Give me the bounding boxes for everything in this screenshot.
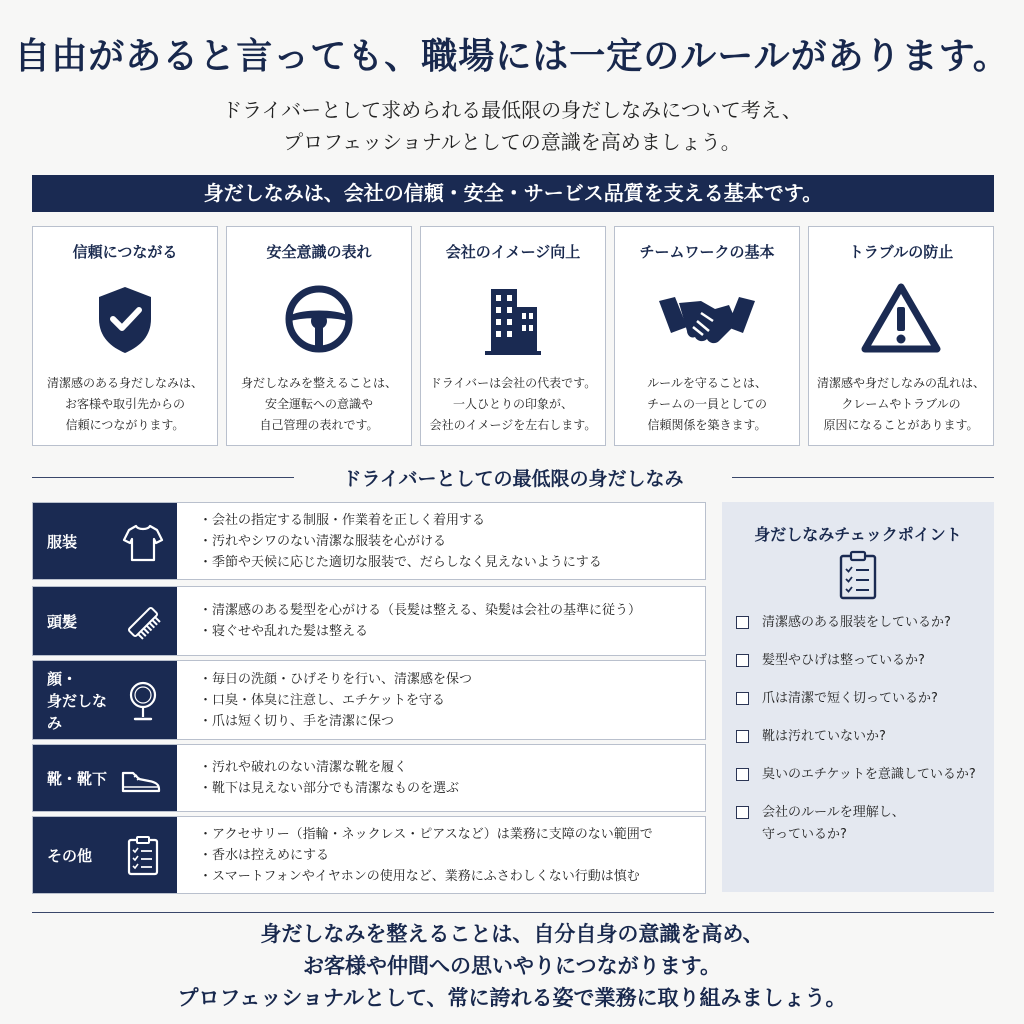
rule-item: ・スマートフォンやイヤホンの使用など、業務にふさわしくない行動は慎む bbox=[199, 868, 640, 884]
card-text-line: 自己管理の表れです。 bbox=[259, 418, 379, 432]
warning-icon bbox=[861, 279, 941, 359]
banner: 身だしなみは、会社の信頼・安全・サービス品質を支える基本です。 bbox=[32, 175, 994, 212]
handshake-icon bbox=[657, 279, 757, 359]
reason-card-teamwork bbox=[614, 226, 800, 446]
rule-item: ・清潔感のある髪型を心がける（長髪は整える、染髪は会社の基準に従う） bbox=[199, 603, 642, 618]
card-text-line: チームの一員としての bbox=[646, 397, 767, 411]
closing-message bbox=[0, 918, 1024, 1014]
clipboard-icon bbox=[121, 834, 165, 878]
checklist-title: 身だしなみチェックポイント bbox=[754, 525, 962, 544]
rule-item: ・会社の指定する制服・作業着を正しく着用する bbox=[199, 512, 486, 528]
card-title: 信頼につながる bbox=[72, 243, 178, 261]
subtitle bbox=[0, 94, 1024, 158]
closing-line-3: プロフェッショナルとして、常に誇れる姿で業務に取り組みましょう。 bbox=[177, 985, 847, 1010]
shield-check-icon bbox=[85, 279, 165, 359]
steering-wheel-icon bbox=[279, 279, 359, 359]
rule-row-hair bbox=[32, 586, 706, 656]
shoe-icon bbox=[117, 757, 165, 801]
reason-card-safety bbox=[226, 226, 412, 446]
rule-item: ・香水は控えめにする bbox=[199, 847, 330, 863]
rule-category bbox=[33, 745, 177, 811]
checklist-item-label: 靴は汚れていないか? bbox=[762, 729, 886, 744]
checklist-item-label: 爪は清潔で短く切っているか? bbox=[762, 691, 938, 706]
checkbox[interactable] bbox=[736, 654, 749, 667]
rule-item: ・爪は短く切り、手を清潔に保つ bbox=[199, 713, 395, 729]
mirror-icon bbox=[121, 679, 165, 723]
reason-card-trouble bbox=[808, 226, 994, 446]
rule-item: ・アクセサリー（指輪・ネックレス・ピアスなど）は業務に支障のない範囲で bbox=[199, 826, 653, 842]
checkbox[interactable] bbox=[736, 806, 749, 819]
subtitle-line-2: プロフェッショナルとしての意識を高めましょう。 bbox=[283, 130, 741, 154]
card-text-line: 一人ひとりの印象が、 bbox=[452, 397, 573, 411]
card-title: チームワークの基本 bbox=[639, 243, 775, 261]
checklist-item-label: 会社のルールを理解し、 守っているか? bbox=[762, 805, 905, 842]
comb-icon bbox=[121, 600, 165, 644]
rule-category bbox=[33, 661, 177, 739]
card-text-line: 会社のイメージを左右します。 bbox=[429, 418, 597, 432]
checklist-panel bbox=[722, 502, 994, 892]
rule-items bbox=[177, 817, 653, 893]
rule-items bbox=[177, 587, 641, 655]
card-text-line: 身だしなみを整えることは、 bbox=[240, 376, 397, 390]
rule-category-label: 顔・ 身だしな み bbox=[47, 670, 108, 732]
rule-items bbox=[177, 745, 459, 811]
rule-items bbox=[177, 661, 472, 739]
card-text-line: 信頼関係を築きます。 bbox=[647, 418, 767, 432]
rule-category-label: 靴・靴下 bbox=[47, 770, 108, 788]
rule-category-label: その他 bbox=[47, 847, 93, 865]
closing-line-2: お客様や仲間への思いやりにつながります。 bbox=[303, 953, 721, 978]
rule-item: ・汚れや破れのない清潔な靴を履く bbox=[199, 760, 408, 775]
rule-category-label: 服装 bbox=[47, 533, 78, 551]
rule-row-face bbox=[32, 660, 706, 740]
card-text-line: ドライバーは会社の代表です。 bbox=[429, 376, 597, 390]
card-text-line: 原因になることがあります。 bbox=[823, 418, 979, 432]
rule-item: ・靴下は見えない部分でも清潔なものを選ぶ bbox=[199, 781, 460, 796]
rule-category-label: 頭髪 bbox=[47, 613, 78, 631]
rule-category bbox=[33, 587, 177, 655]
card-text-line: お客様や取引先からの bbox=[64, 397, 185, 411]
card-text-line: 安全運転への意識や bbox=[264, 397, 373, 411]
card-title: 会社のイメージ向上 bbox=[445, 243, 581, 261]
closing-line-1: 身だしなみを整えることは、自分自身の意識を高め、 bbox=[260, 921, 764, 946]
reason-cards bbox=[32, 226, 994, 446]
card-title: トラブルの防止 bbox=[848, 243, 954, 261]
rule-row-shoes bbox=[32, 744, 706, 812]
rule-category bbox=[33, 503, 177, 579]
checkbox[interactable] bbox=[736, 692, 749, 705]
card-text-line: ルールを守ることは、 bbox=[647, 376, 767, 390]
card-text-line: クレームやトラブルの bbox=[841, 397, 961, 411]
page-title: 自由があると言っても、職場には一定のルールがあります。 bbox=[14, 35, 1010, 77]
shirt-icon bbox=[121, 520, 165, 564]
card-text-line: 清潔感のある身だしなみは、 bbox=[46, 376, 203, 390]
rule-item: ・口臭・体臭に注意し、エチケットを守る bbox=[199, 692, 445, 708]
rule-item: ・寝ぐせや乱れた髪は整える bbox=[199, 624, 369, 639]
card-text-line: 信頼につながります。 bbox=[65, 418, 185, 432]
rule-items bbox=[177, 503, 602, 579]
rule-row-other bbox=[32, 816, 706, 894]
rule-item: ・汚れやシワのない清潔な服装を心がける bbox=[199, 533, 447, 549]
checklist-icon bbox=[836, 550, 880, 600]
checklist-item-label: 臭いのエチケットを意識しているか? bbox=[762, 767, 976, 782]
reason-card-image bbox=[420, 226, 606, 446]
rule-category bbox=[33, 817, 177, 893]
reason-card-trust bbox=[32, 226, 218, 446]
section-heading bbox=[32, 462, 994, 492]
footer-divider bbox=[32, 912, 994, 913]
rule-row-clothing bbox=[32, 502, 706, 580]
checkbox[interactable] bbox=[736, 730, 749, 743]
rule-item: ・毎日の洗顔・ひげそりを行い、清潔感を保つ bbox=[199, 671, 473, 687]
building-icon bbox=[473, 279, 553, 359]
checklist-item-label: 清潔感のある服装をしているか? bbox=[762, 615, 951, 630]
rule-item: ・季節や天候に応じた適切な服装で、だらしなく見えないようにする bbox=[199, 554, 602, 570]
card-text-line: 清潔感や身だしなみの乱れは、 bbox=[816, 376, 985, 390]
checkbox[interactable] bbox=[736, 616, 749, 629]
subtitle-line-1: ドライバーとして求められる最低限の身だしなみについて考え、 bbox=[222, 98, 802, 122]
section-title: ドライバーとしての最低限の身だしなみ bbox=[342, 468, 684, 490]
checklist-item-label: 髪型やひげは整っているか? bbox=[762, 653, 925, 668]
checkbox[interactable] bbox=[736, 768, 749, 781]
card-title: 安全意識の表れ bbox=[266, 243, 372, 261]
